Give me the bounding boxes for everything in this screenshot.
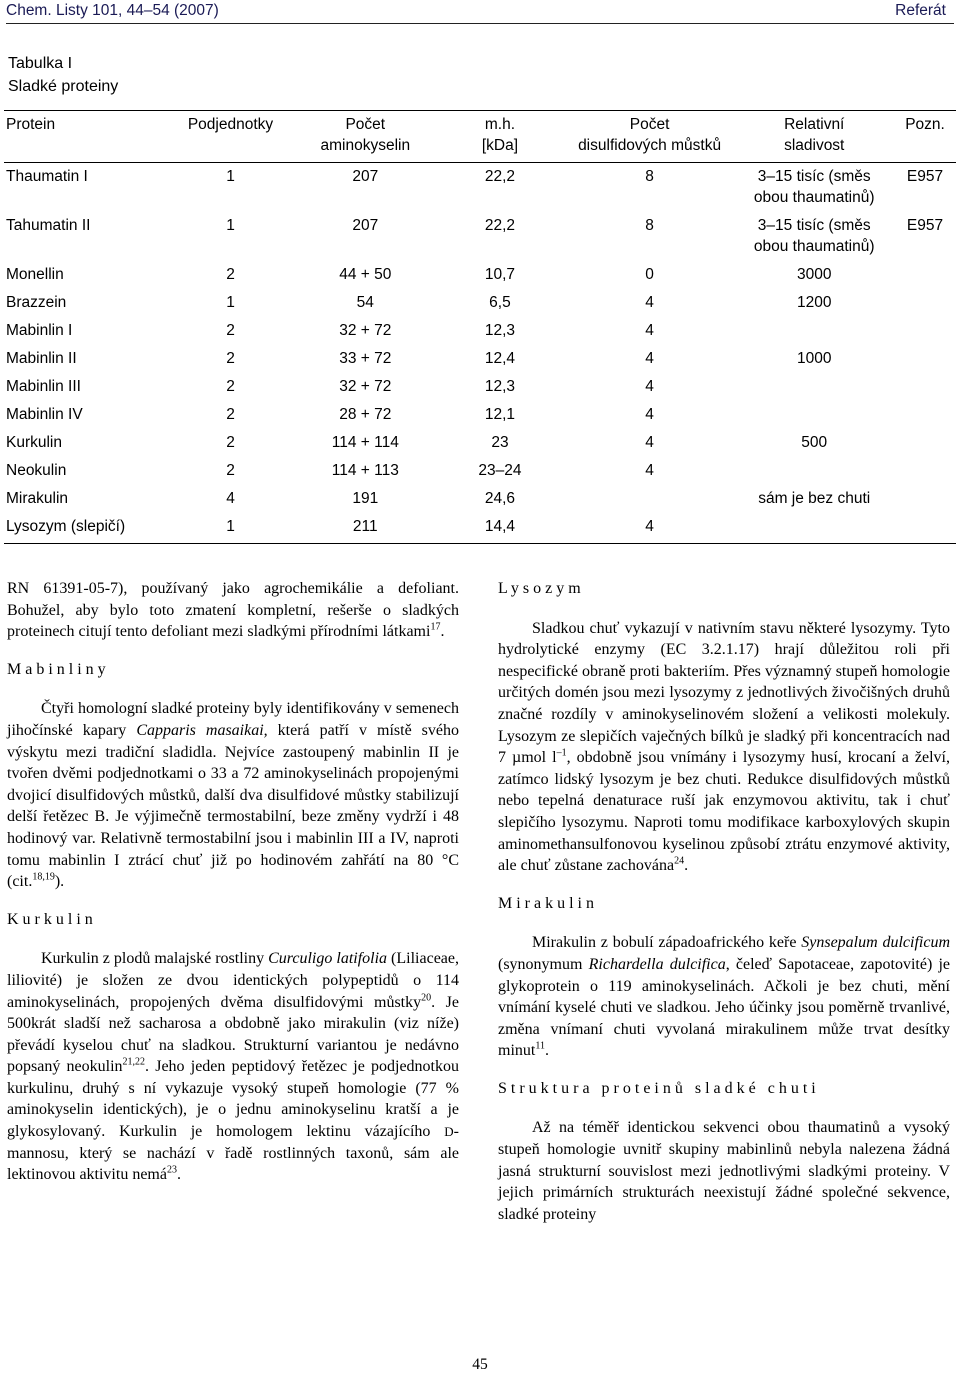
section-heading-lysozym: Lysozym [498, 580, 585, 597]
unit-exponent: –1 [556, 747, 567, 759]
species-name: Curculigo latifolia [268, 950, 388, 968]
cell-subunits: 1 [226, 294, 235, 311]
cell-molar-mass: 12,3 [484, 322, 516, 339]
col-header-amino-acids: Počet aminokyselin [295, 111, 435, 163]
cell-disulfide-bridges [565, 485, 735, 513]
cell-protein: Mabinlin I [6, 322, 73, 339]
text: . Je 500krát sladší než sacharosa a obdobně jako mirakulin (viz níže) převádí kyselou chuť na sladkou. Strukturní variantou je nedávno popsaný neokulin [7, 993, 459, 1076]
cell-molar-mass: 10,7 [484, 266, 516, 283]
cell-protein: Lysozym (slepičí) [4, 513, 166, 544]
cell-subunits: 2 [226, 322, 235, 339]
cell-relative-sweetness: sám je bez chuti [758, 490, 871, 507]
article-type: Referát [895, 2, 946, 19]
cell-amino-acids: 114 + 113 [331, 462, 399, 479]
text: která patří v místě svého výskytu mezi tradiční sladidla. Nejvíce zastoupený mabinlin II je tvořen dvěmi podjednotkami o 33 a 72 aminokyselinách propojenými dvojicí disulfidových můstků, další dva disulfidové můstky stabilizují delší řetězec B. Je výjimečně termostabilní, beze změny vydrží i 48 hodinový var. Relativně termostabilní jsou i mabinlin III a IV, naproti tomu mabinlin I ztrácí chuť již po hodinovém zahřátí na 80 °C (cit. [7, 721, 459, 891]
cell-disulfide-bridges: 4 [645, 434, 654, 451]
cell-molar-mass: 22,2 [484, 168, 516, 185]
cell-note [894, 401, 956, 429]
cell-subunits: 2 [226, 462, 235, 479]
cell-amino-acids: 191 [352, 490, 379, 507]
cell-subunits: 1 [166, 513, 296, 544]
cell-note [894, 457, 956, 485]
cell-disulfide-bridges: 8 [645, 217, 654, 234]
cell-note [894, 485, 956, 513]
table-row [4, 212, 956, 261]
cell-disulfide-bridges: 4 [645, 378, 654, 395]
table-row [4, 513, 956, 544]
text: RN 61391-05-7), používaný jako agrochemikálie a defoliant. Bohužel, aby bylo toto zmatení kompletní, rešerše o sladkých proteinech citují tento defoliant mezi sladkými přírodními látkami [7, 580, 459, 641]
paragraph [7, 698, 459, 892]
cell-molar-mass: 23–24 [478, 462, 522, 479]
cell-disulfide-bridges: 8 [645, 168, 654, 185]
cell-disulfide-bridges: 4 [645, 350, 654, 367]
cell-protein: Monellin [6, 266, 64, 283]
paragraph [498, 1117, 950, 1225]
cell-subunits: 2 [226, 378, 235, 395]
table-row [4, 163, 956, 213]
cell-protein: Mabinlin III [6, 378, 81, 395]
cell-protein: Mabinlin IV [6, 406, 83, 423]
cell-disulfide-bridges: 4 [645, 322, 654, 339]
citation-ref: 21,22 [122, 1056, 146, 1068]
cell-protein: Mabinlin II [6, 350, 77, 367]
cell-note [894, 429, 956, 457]
table-row [4, 373, 956, 401]
cell-note [894, 261, 956, 289]
cell-amino-acids: 44 + 50 [339, 266, 392, 283]
cell-disulfide-bridges: 4 [645, 294, 654, 311]
species-name: Synsepalum dulcificum [801, 934, 951, 952]
table-number: Tabulka I [8, 55, 73, 72]
cell-subunits: 2 [226, 350, 235, 367]
table-row [4, 401, 956, 429]
text: ). [54, 873, 65, 891]
table-row [4, 429, 956, 457]
cell-relative-sweetness: 1200 [796, 294, 832, 311]
cell-note [894, 345, 956, 373]
citation-ref: 18,19 [32, 871, 55, 883]
cell-relative-sweetness [734, 457, 894, 485]
citation-ref: 23 [166, 1164, 177, 1176]
table-caption [8, 52, 118, 98]
cell-protein: Brazzein [6, 294, 67, 311]
header-rule [6, 23, 954, 24]
cell-molar-mass: 14,4 [435, 513, 565, 544]
citation-ref: 11 [535, 1040, 545, 1052]
table-row [4, 317, 956, 345]
sweet-proteins-table [4, 110, 956, 544]
text: . [176, 1166, 181, 1184]
cell-disulfide-bridges: 4 [645, 462, 654, 479]
cell-molar-mass: 23 [491, 434, 509, 451]
col-header-disulfide-bridges: Počet disulfidových můstků [565, 111, 735, 163]
text: Kurkulin z plodů malajské rostliny [41, 950, 269, 968]
cell-protein: Mirakulin [6, 490, 69, 507]
text: . [440, 623, 445, 641]
cell-note [894, 373, 956, 401]
citation-ref: 24 [674, 855, 685, 867]
citation-ref: 20 [421, 992, 432, 1004]
cell-protein: Thaumatin I [6, 168, 88, 185]
cell-relative-sweetness: 3–15 tisíc (směs obou thaumatinů) [753, 217, 875, 255]
text: Až na téměř identickou sekvenci obou thaumatinů a vysoký stupeň homologie uvnitř skupiny mabinlinů nebyla nalezena žádná jasná strukturní souvislost mezi jednotlivými sladkými proteiny. V jejich primárních strukturách neexistují žádné společné sekvence, sladké proteiny [498, 1119, 950, 1223]
cell-subunits: 2 [226, 266, 235, 283]
cell-note [894, 513, 956, 544]
section-heading-kurkulin: Kurkulin [7, 910, 97, 928]
cell-amino-acids: 32 + 72 [339, 378, 392, 395]
cell-subunits: 4 [226, 490, 235, 507]
cell-relative-sweetness [734, 513, 894, 544]
section-heading-mabinliny: Mabinliny [7, 660, 110, 678]
small-cap-d: D [444, 1124, 454, 1140]
cell-relative-sweetness: 1000 [796, 350, 832, 367]
section-heading-structure: Struktura proteinů sladké chuti [498, 1079, 820, 1097]
cell-molar-mass: 12,3 [484, 378, 516, 395]
table-title: Sladké proteiny [8, 78, 119, 95]
cell-amino-acids: 33 + 72 [339, 350, 392, 367]
cell-protein: Kurkulin [6, 434, 62, 451]
text: -mannosu, který se nachází v řadě rostlinných taxonů, sám ale lektinovou aktivitu nemá [7, 1123, 459, 1184]
cell-molar-mass: 24,6 [484, 490, 516, 507]
citation-ref: 17 [430, 621, 441, 633]
col-header-protein: Protein [4, 111, 166, 163]
text: Čtyři homologní sladké proteiny byly identifikovány v semenech jihočínské kapary [7, 700, 459, 739]
cell-relative-sweetness: 3000 [796, 266, 832, 283]
cell-subunits: 2 [226, 406, 235, 423]
cell-protein: Tahumatin II [6, 217, 91, 234]
cell-disulfide-bridges: 4 [645, 406, 654, 423]
left-text-column [7, 578, 459, 1186]
cell-relative-sweetness [734, 317, 894, 345]
cell-note [894, 317, 956, 345]
cell-molar-mass: 22,2 [484, 217, 516, 234]
text: (synonymum [498, 955, 589, 973]
text: . [684, 857, 689, 875]
table-row [4, 261, 956, 289]
cell-note: E957 [906, 217, 944, 234]
species-name: Richardella dulcifica [588, 955, 726, 973]
text: (Liliaceae, liliovité) je složen ze dvou identických polypeptidů o 114 aminokyselinách, propojených dvěma disulfidovými můstky [7, 950, 459, 1011]
paragraph [7, 578, 459, 643]
cell-amino-acids: 207 [352, 168, 379, 185]
cell-subunits: 1 [226, 168, 235, 185]
cell-amino-acids: 114 + 114 [331, 434, 399, 451]
table-row [4, 345, 956, 373]
cell-relative-sweetness: 500 [801, 434, 828, 451]
section-heading-mirakulin: Mirakulin [498, 894, 598, 912]
col-header-note: Pozn. [894, 111, 956, 163]
cell-relative-sweetness: 3–15 tisíc (směs obou thaumatinů) [753, 168, 875, 206]
table-header-row [4, 111, 956, 163]
cell-disulfide-bridges: 4 [565, 513, 735, 544]
cell-amino-acids: 211 [295, 513, 435, 544]
cell-note: E957 [906, 168, 944, 185]
cell-amino-acids: 32 + 72 [339, 322, 392, 339]
text: Mirakulin z bobulí západoafrického keře [532, 934, 802, 952]
text: . Jeho jeden peptidový řetězec je podjednotkou kurkulinu, druhý s ní vykazuje vysoký stupeň homologie (77 % aminokyselin identických), je o jednu aminokyselinu kratší a je glykosylovaný. Kurkulin je homologem lektinu vázajícího [7, 1058, 459, 1141]
cell-amino-acids: 207 [352, 217, 379, 234]
cell-molar-mass: 12,1 [484, 406, 516, 423]
table-row [4, 289, 956, 317]
table-row [4, 485, 956, 513]
cell-amino-acids: 54 [356, 294, 374, 311]
text: . [544, 1042, 549, 1060]
table-row [4, 457, 956, 485]
cell-disulfide-bridges: 0 [645, 266, 654, 283]
text: , čeleď Sapotaceae, zapotovité) je glykoprotein o 119 aminokyselinách. Ačkoli je bez chuti, mění vnímání kyselé chuti ve sladkou. Jeho účinky jsou poměrně trvanlivé, změna vnímaní chuti vyvolaná mirakulinem může trvat desítky minut [498, 955, 950, 1060]
cell-molar-mass: 12,4 [484, 350, 516, 367]
cell-amino-acids: 28 + 72 [339, 406, 392, 423]
paragraph [498, 618, 950, 877]
species-name: Capparis masaikai, [136, 721, 268, 739]
cell-subunits: 2 [226, 434, 235, 451]
text: Sladkou chuť vykazují v nativním stavu některé lysozymy. Tyto hydrolytické enzymy (EC 3.2.1.17) hrají důležitou roli při nespecifické obraně proti bakteriím. Přes významný stupeň homologie určitých domén jsou mezi lysozymy z jednotlivých živočišných druhů značné rozdíly v aminokyselinovém složení a velikosti molekuly. Lysozym ze slepičích vaječných bílků je sladký při koncentracích nad 7 µmol l [498, 619, 950, 767]
col-header-molar-mass: m.h. [kDa] [435, 111, 565, 163]
paragraph [7, 948, 459, 1186]
cell-note [894, 289, 956, 317]
col-header-subunits: Podjednotky [166, 111, 296, 163]
col-header-relative-sweetness: Relativní sladivost [734, 111, 894, 163]
paragraph [498, 932, 950, 1062]
right-text-column [498, 578, 950, 1225]
cell-relative-sweetness [734, 401, 894, 429]
cell-relative-sweetness [734, 373, 894, 401]
page-number: 45 [472, 1356, 488, 1373]
cell-molar-mass: 6,5 [489, 294, 511, 311]
cell-subunits: 1 [226, 217, 235, 234]
text: , obdobně jsou vnímány i lysozymy husí, krocaní a želví, zatímco lidský lysozym je bez chuti. Redukce disulfidových můstků nebo tepelná denaturace ruší jak enzymovou aktivitu, tak i chuť slepičího lysozymu. Naproti tomu modifikace karboxylových skupin aminomethansulfonovou kyselinou způsobí ztrátu enzymové aktivity, ale chuť zůstane zachována [498, 749, 950, 875]
journal-citation: Chem. Listy 101, 44–54 (2007) [6, 2, 219, 19]
running-header [6, 2, 954, 24]
cell-protein: Neokulin [6, 462, 67, 479]
